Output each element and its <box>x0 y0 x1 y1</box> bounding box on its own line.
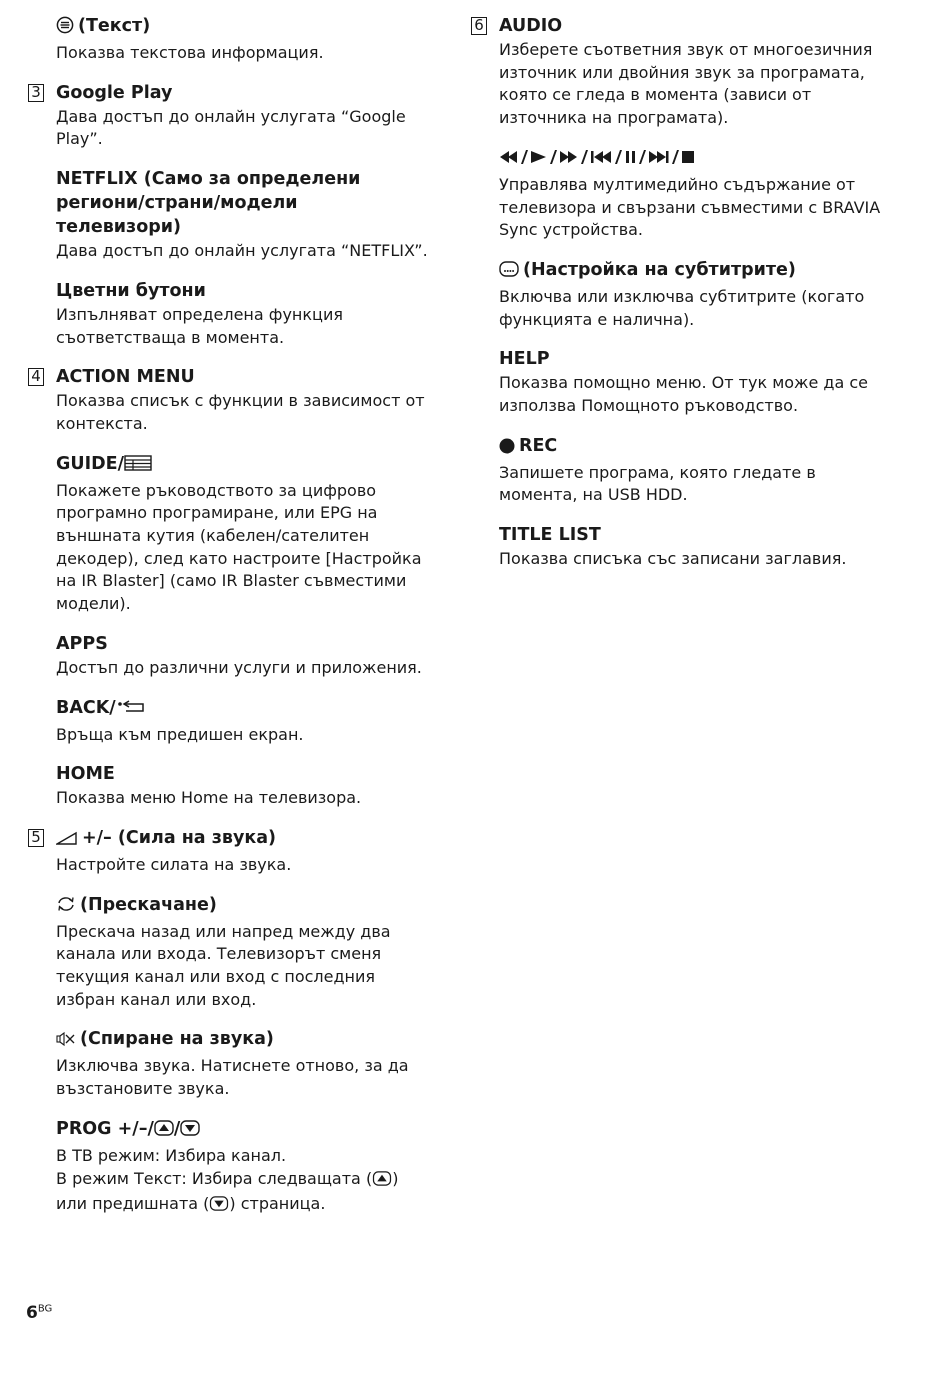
page-up-icon <box>154 1119 174 1144</box>
section-number-5: 5 <box>28 829 44 847</box>
entry-title <box>56 14 428 41</box>
mute-title-row <box>56 1027 428 1054</box>
guide-desc: Покажете ръководството за цифрово програмно програмиране, или EPG на външната кутия (кабелен/сателитен декодер), след като настроите [Настройка на IR Blaster] (само IR Blaster съвместими модели). <box>56 480 422 614</box>
section-number-3: 3 <box>28 84 44 102</box>
volume-desc: Настройте силата на звука. <box>56 854 292 874</box>
rec-desc: Запишете програма, която гледате в момента, на USB HDD. <box>499 462 816 505</box>
netflix-title: NETFLIX (Само за определени региони/страни/модели телевизори) <box>56 169 361 238</box>
subtitle-icon <box>499 260 519 285</box>
entry-media-controls <box>471 146 891 242</box>
page-language: BG <box>37 1303 53 1315</box>
guide-icon <box>124 454 152 479</box>
prog-desc-3 <box>56 1193 428 1219</box>
prog-title: PROG +/–/ <box>56 1118 154 1139</box>
entry-apps <box>28 632 428 680</box>
back-icon <box>116 698 146 723</box>
jump-desc: Прескача назад или напред между два канала или входа. Телевизорът сменя текущия канал или вход с последния избран канал или вход. <box>56 921 391 1009</box>
media-controls-icon <box>499 148 755 173</box>
prog-desc-2b: ) <box>392 1168 399 1188</box>
entry-jump <box>28 893 428 1012</box>
action-title: ACTION MENU <box>56 367 195 388</box>
audio-title: AUDIO <box>499 16 563 36</box>
section-number-4: 4 <box>28 368 44 386</box>
jump-title: (Прескачане) <box>80 894 217 915</box>
entry-home <box>28 762 428 810</box>
text-desc: Показва текстова информация. <box>56 43 324 62</box>
text-title: (Текст) <box>78 16 151 36</box>
google-desc: Дава достъп до онлайн услугата “Google Play”. <box>56 106 406 149</box>
entry-action-menu <box>28 365 428 435</box>
prog-desc-1: В ТВ режим: Избира канал. <box>56 1145 287 1165</box>
sub-desc: Включва или изключва субтитрите (когато функцията е налична). <box>499 286 865 329</box>
mute-icon <box>56 1030 76 1054</box>
prog-desc-2a: В режим Текст: Избира следващата ( <box>56 1168 373 1188</box>
rec-dot-icon <box>499 437 515 461</box>
entry-prog <box>28 1117 428 1219</box>
sub-title-row <box>499 258 891 285</box>
page-down-icon <box>180 1119 200 1144</box>
jump-title-row <box>56 893 428 920</box>
entry-back <box>28 696 428 747</box>
help-desc: Показва помощно меню. От тук може да се използва Помощното ръководство. <box>499 373 868 416</box>
jump-icon <box>56 895 76 920</box>
title-list-desc: Показва списъка със записани заглавия. <box>499 549 847 569</box>
mute-title: (Спиране на звука) <box>80 1029 274 1050</box>
left-column <box>28 14 428 1219</box>
volume-title-row <box>56 826 428 853</box>
right-column <box>471 14 891 571</box>
prog-desc-2 <box>56 1168 428 1194</box>
guide-title-row <box>56 452 428 479</box>
media-desc: Управлява мултимедийно съдържание от телевизора и свързани съвместими с BRAVIA Sync устройства. <box>499 174 881 240</box>
google-title: Google Play <box>56 82 173 103</box>
page-down-icon <box>209 1195 229 1219</box>
prog-desc-3a: или предишната ( <box>56 1194 210 1214</box>
back-title: BACK/ <box>56 697 116 718</box>
home-title: HOME <box>56 764 115 785</box>
sub-title: (Настройка на субтитрите) <box>523 259 796 280</box>
entry-mute <box>28 1027 428 1100</box>
prog-desc-3b: ) страница. <box>229 1194 326 1214</box>
entry-help <box>471 347 891 417</box>
entry-audio <box>471 14 891 130</box>
audio-desc: Изберете съответния звук от многоезичния източник или двойния звук за програмата, която се гледа в момента (зависи от източника на програмата). <box>499 40 873 128</box>
help-title: HELP <box>499 349 550 370</box>
apps-title: APPS <box>56 633 108 654</box>
rec-title-row <box>499 434 891 461</box>
back-title-row <box>56 696 428 723</box>
rec-title: REC <box>519 435 558 456</box>
mute-desc: Изключва звука. Натиснете отново, за да възстановите звука. <box>56 1056 409 1099</box>
entry-text <box>28 14 428 65</box>
color-title: Цветни бутони <box>56 280 206 301</box>
volume-icon <box>56 829 78 853</box>
back-desc: Връща към предишен екран. <box>56 724 304 744</box>
color-desc: Изпълняват определена функция съответстваща в момента. <box>56 304 343 347</box>
section-number-6: 6 <box>471 17 487 35</box>
volume-title: +/– (Сила на звука) <box>82 827 277 848</box>
entry-title-list <box>471 523 891 571</box>
home-desc: Показва меню Home на телевизора. <box>56 788 362 808</box>
page-number <box>26 1303 52 1323</box>
entry-netflix <box>28 167 428 263</box>
entry-rec <box>471 434 891 507</box>
action-desc: Показва списък с функции в зависимост от контекста. <box>56 391 425 433</box>
media-title-row <box>499 146 891 173</box>
title-list-title: TITLE LIST <box>499 525 601 546</box>
entry-subtitles <box>471 258 891 331</box>
page-up-icon <box>372 1170 392 1194</box>
entry-google-play <box>28 81 428 151</box>
prog-title-row: PROG +/–/ / <box>56 1117 428 1144</box>
guide-title: GUIDE/ <box>56 453 124 474</box>
entry-guide <box>28 452 428 616</box>
entry-volume <box>28 826 428 877</box>
netflix-desc: Дава достъп до онлайн услугата “NETFLIX”. <box>56 241 428 261</box>
apps-desc: Достъп до различни услуги и приложения. <box>56 657 422 677</box>
entry-color-buttons <box>28 279 428 349</box>
text-icon <box>56 16 74 41</box>
page-number-value: 6 <box>26 1303 38 1323</box>
